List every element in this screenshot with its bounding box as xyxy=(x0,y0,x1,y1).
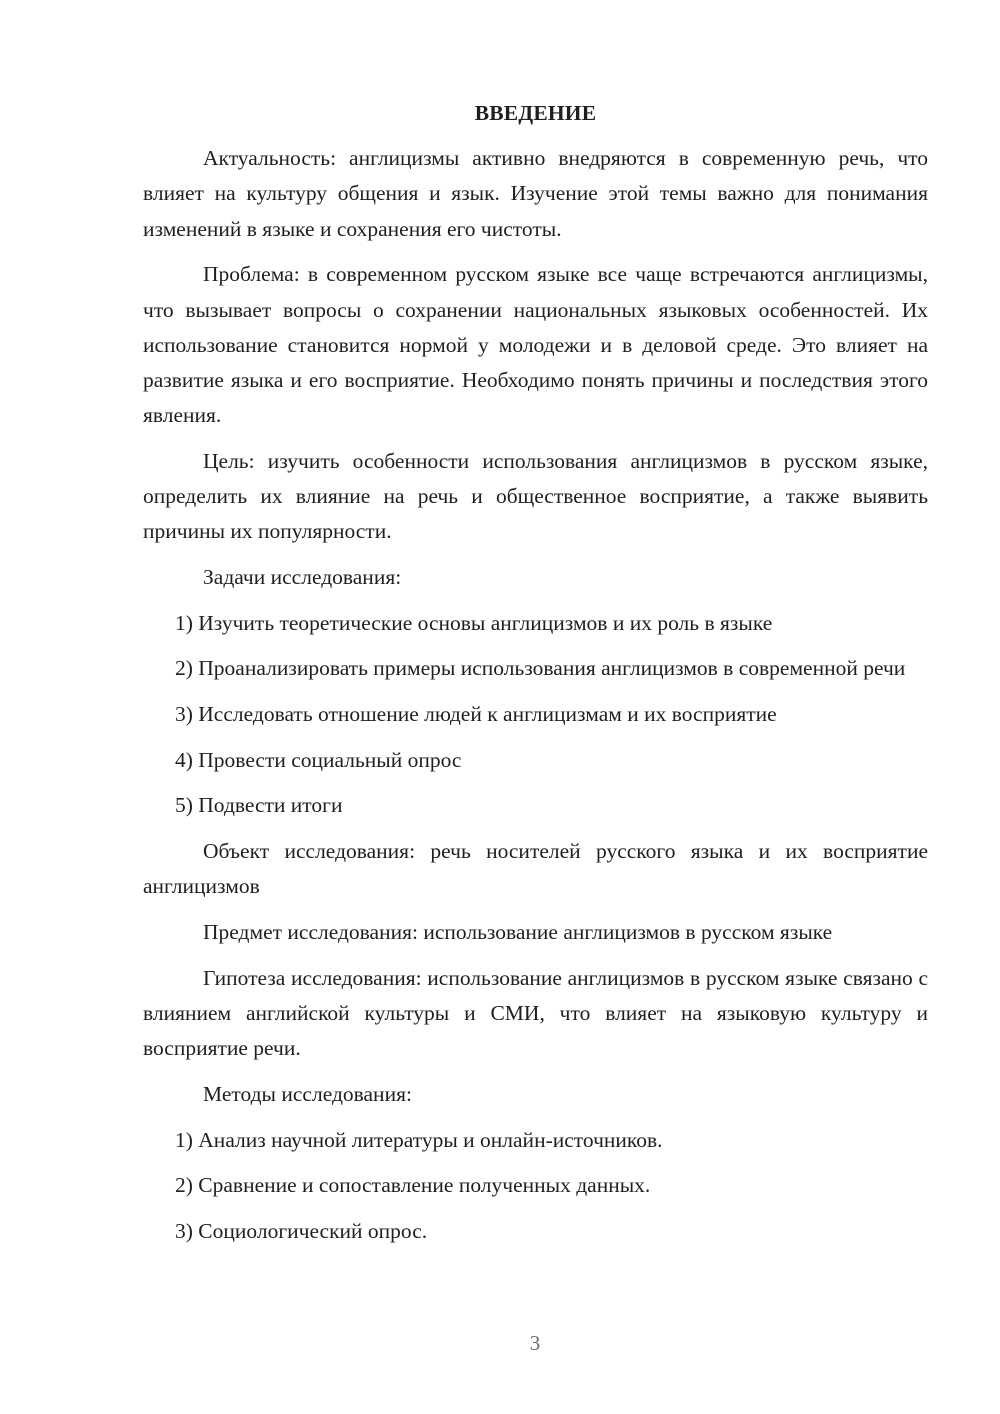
method-item-1: 1) Анализ научной литературы и онлайн-источников. xyxy=(175,1127,663,1152)
task-item-2: 2) Проанализировать примеры использования англицизмов в современной речи xyxy=(175,656,906,681)
task-item-3: 3) Исследовать отношение людей к англицизмам и их восприятие xyxy=(175,702,777,727)
task-item-5: 5) Подвести итоги xyxy=(175,793,343,818)
method-item-2: 2) Сравнение и сопоставление полученных данных. xyxy=(175,1173,651,1198)
relevance-paragraph: Актуальность: англицизмы активно внедряются в современную речь, что влияет на культуру общения и язык. Изучение этой темы важно для понимания изменений в языке и сохранения его чистоты. xyxy=(143,146,928,241)
problem-paragraph: Проблема: в современном русском языке все чаще встречаются англицизмы, что вызывает вопросы о сохранении национальных языковых особенностей. Их использование становится нормой у молодежи и в деловой среде. Это влияет на развитие языка и его восприятие. Необходимо понять причины и последствия этого явления. xyxy=(143,262,928,428)
task-item-4: 4) Провести социальный опрос xyxy=(175,747,462,772)
methods-heading: Методы исследования: xyxy=(203,1081,412,1106)
page-number: 3 xyxy=(529,1331,541,1355)
page-content xyxy=(143,96,928,1260)
page-title: ВВЕДЕНИЕ xyxy=(474,101,597,125)
hypothesis-paragraph: Гипотеза исследования: использование англицизмов в русском языке связано с влиянием английской культуры и СМИ, что влияет на языковую культуру и восприятие речи. xyxy=(143,965,928,1061)
tasks-heading: Задачи исследования: xyxy=(203,564,402,589)
object-paragraph: Объект исследования: речь носителей русского языка и их восприятие англицизмов xyxy=(143,839,928,899)
task-item-1: 1) Изучить теоретические основы англицизмов и их роль в языке xyxy=(175,610,773,635)
goal-paragraph: Цель: изучить особенности использования англицизмов в русском языке, определить их влияние на речь и общественное восприятие, а также выявить причины их популярности. xyxy=(143,448,928,544)
subject-paragraph: Предмет исследования: использование англицизмов в русском языке xyxy=(203,920,833,945)
method-item-3: 3) Социологический опрос. xyxy=(175,1218,428,1243)
